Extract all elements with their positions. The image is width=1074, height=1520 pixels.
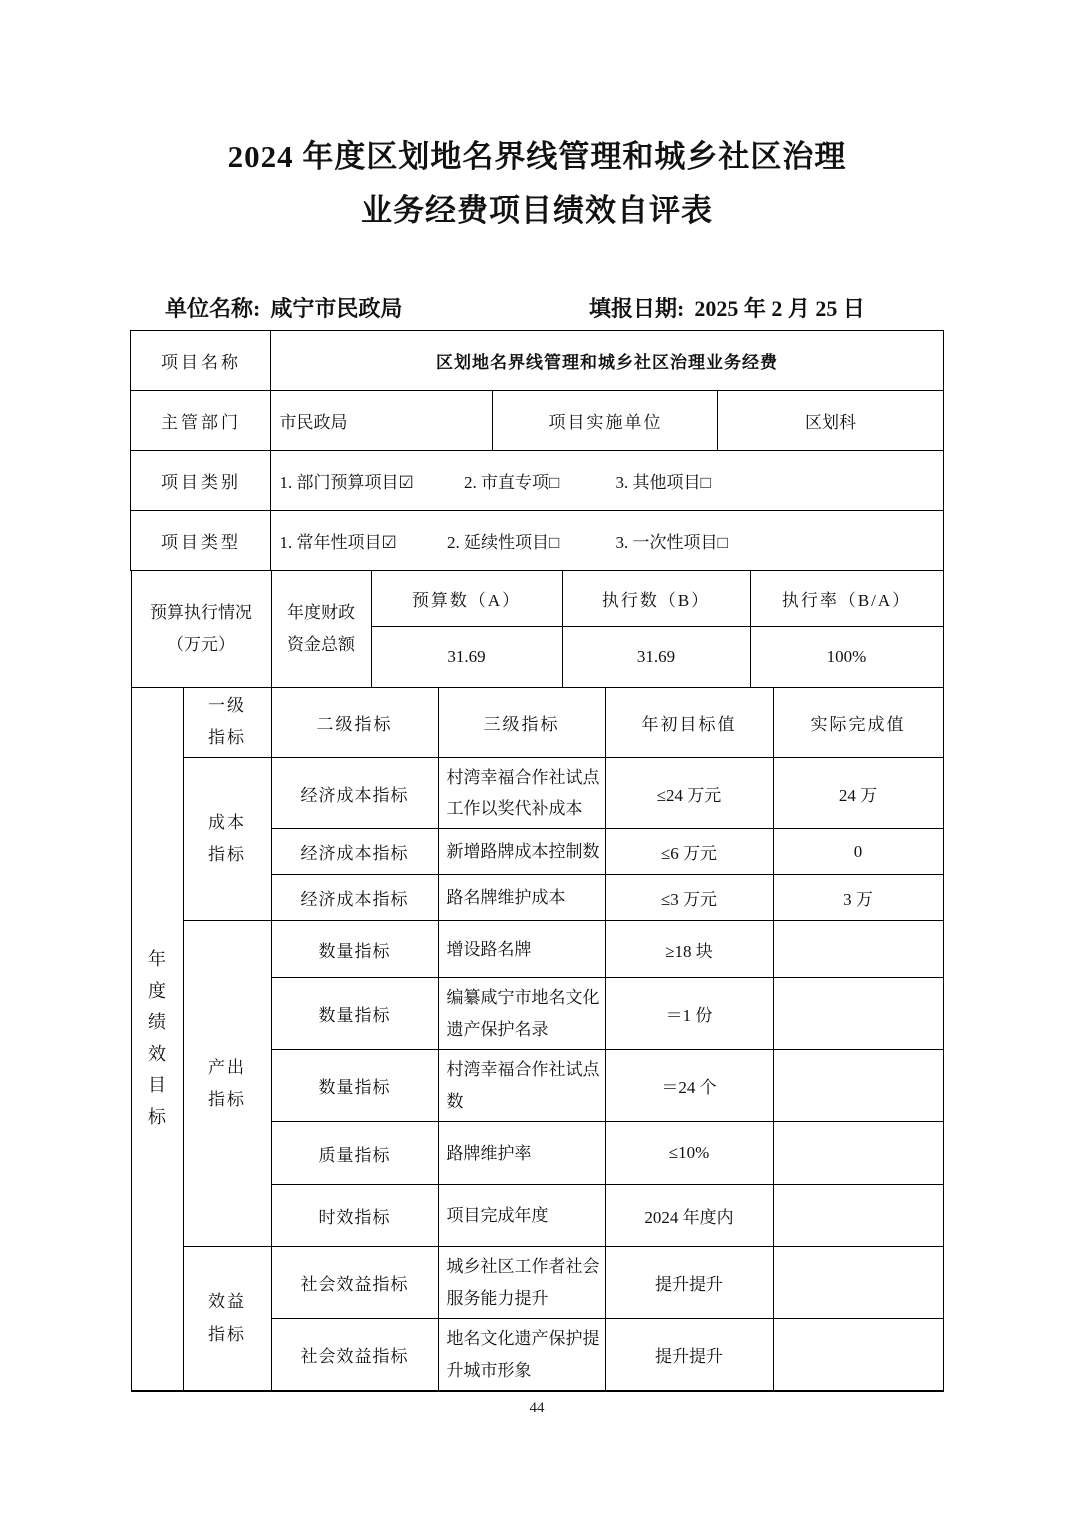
level2-indicator: 经济成本指标 [271,829,438,875]
level3-indicator: 增设路名牌 [438,921,605,978]
budget-section-label: 预算执行情况（万元） [131,571,271,688]
actual-value [773,1185,943,1247]
page-number: 44 [529,1400,545,1416]
level2-indicator: 经济成本指标 [271,757,438,829]
report-date [589,292,865,323]
type-option-checkbox: 3. 一次性项目□ [615,533,728,552]
actual-value: 0 [773,829,943,875]
project-category-label: 项目类别 [131,451,271,511]
annual-fund-label: 年度财政资金总额 [271,571,371,688]
report-date-label: 填报日期: [589,296,685,321]
target-value: 提升提升 [605,1247,773,1319]
level2-indicator: 质量指标 [271,1122,438,1185]
unit-name [165,292,402,323]
level2-indicator: 经济成本指标 [271,875,438,921]
category-option-checkbox: 2. 市直专项□ [463,473,560,492]
budget-a-label: 预算数（A） [371,571,562,627]
execution-b-label: 执行数（B） [562,571,750,627]
actual-value [773,1050,943,1122]
level3-indicator: 编纂咸宁市地名文化遗产保护名录 [438,978,605,1050]
actual-value: 3 万 [773,875,943,921]
actual-value [773,921,943,978]
output-indicator-group: 产出指标 [183,921,271,1247]
target-value: 提升提升 [605,1319,773,1391]
category-option-checkbox: 3. 其他项目□ [615,473,711,492]
level2-indicator: 数量指标 [271,1050,438,1122]
level3-indicator: 村湾幸福合作社试点工作以奖代补成本 [438,757,605,829]
execution-rate-value: 100% [750,627,943,688]
level3-indicator: 地名文化遗产保护提升城市形象 [438,1319,605,1391]
project-name-label: 项目名称 [131,331,271,391]
project-type-options [271,511,943,571]
level2-indicator: 社会效益指标 [271,1319,438,1391]
execution-rate-label: 执行率（B/A） [750,571,943,627]
budget-execution-table [131,570,944,688]
target-value: ≤6 万元 [605,829,773,875]
project-type-label: 项目类型 [131,511,271,571]
level3-indicator-header: 三级指标 [438,688,605,758]
cost-indicator-group: 成本指标 [183,757,271,921]
level2-indicator: 数量指标 [271,978,438,1050]
actual-value [773,1247,943,1319]
actual-value [773,1319,943,1391]
basic-info-table [130,330,943,571]
performance-indicators-table [131,687,944,1392]
type-option-checkbox: 1. 常年性项目☑ [279,533,397,552]
impl-unit-value: 区划科 [718,391,943,451]
target-value: 2024 年度内 [605,1185,773,1247]
target-value-header: 年初目标值 [605,688,773,758]
actual-value: 24 万 [773,757,943,829]
table-row [131,451,943,511]
meta-row [131,292,943,330]
level2-indicator: 数量指标 [271,921,438,978]
level3-indicator: 新增路牌成本控制数 [438,829,605,875]
target-value: ＝1 份 [605,978,773,1050]
type-option-checkbox: 2. 延续性项目□ [446,533,560,552]
level3-indicator: 路名牌维护成本 [438,875,605,921]
actual-value [773,1122,943,1185]
execution-b-value: 31.69 [562,627,750,688]
target-value: ≤10% [605,1122,773,1185]
level2-indicator-header: 二级指标 [271,688,438,758]
table-row [131,331,943,391]
level3-indicator: 村湾幸福合作社试点数 [438,1050,605,1122]
table-row [131,757,943,829]
benefit-indicator-group: 效益指标 [183,1247,271,1391]
level1-indicator-header: 一级指标 [183,688,271,758]
page-title-line1: 2024 年度区划地名界线管理和城乡社区治理 [227,139,847,174]
annual-performance-goal-label: 年度绩效目标 [131,688,183,1391]
project-category-options [271,451,943,511]
target-value: ≥18 块 [605,921,773,978]
table-row [131,921,943,978]
level3-indicator: 城乡社区工作者社会服务能力提升 [438,1247,605,1319]
page-title-line2: 业务经费项目绩效自评表 [361,193,713,228]
actual-value-header: 实际完成值 [773,688,943,758]
unit-name-label: 单位名称: [165,296,261,321]
level3-indicator: 路牌维护率 [438,1122,605,1185]
table-row [131,571,943,627]
budget-a-value: 31.69 [371,627,562,688]
impl-unit-label: 项目实施单位 [493,391,718,451]
project-name-value: 区划地名界线管理和城乡社区治理业务经费 [271,331,943,391]
page-title [0,0,1074,238]
unit-name-value: 咸宁市民政局 [270,296,403,321]
target-value: ＝24 个 [605,1050,773,1122]
level2-indicator: 时效指标 [271,1185,438,1247]
target-value: ≤24 万元 [605,757,773,829]
table-row [131,1247,943,1319]
table-row [131,511,943,571]
level3-indicator: 项目完成年度 [438,1185,605,1247]
actual-value [773,978,943,1050]
level2-indicator: 社会效益指标 [271,1247,438,1319]
report-date-value: 2025 年 2 月 25 日 [694,296,865,321]
table-row [131,391,943,451]
table-row [131,688,943,758]
department-value: 市民政局 [271,391,493,451]
target-value: ≤3 万元 [605,875,773,921]
category-option-checkbox: 1. 部门预算项目☑ [279,473,414,492]
department-label: 主管部门 [131,391,271,451]
